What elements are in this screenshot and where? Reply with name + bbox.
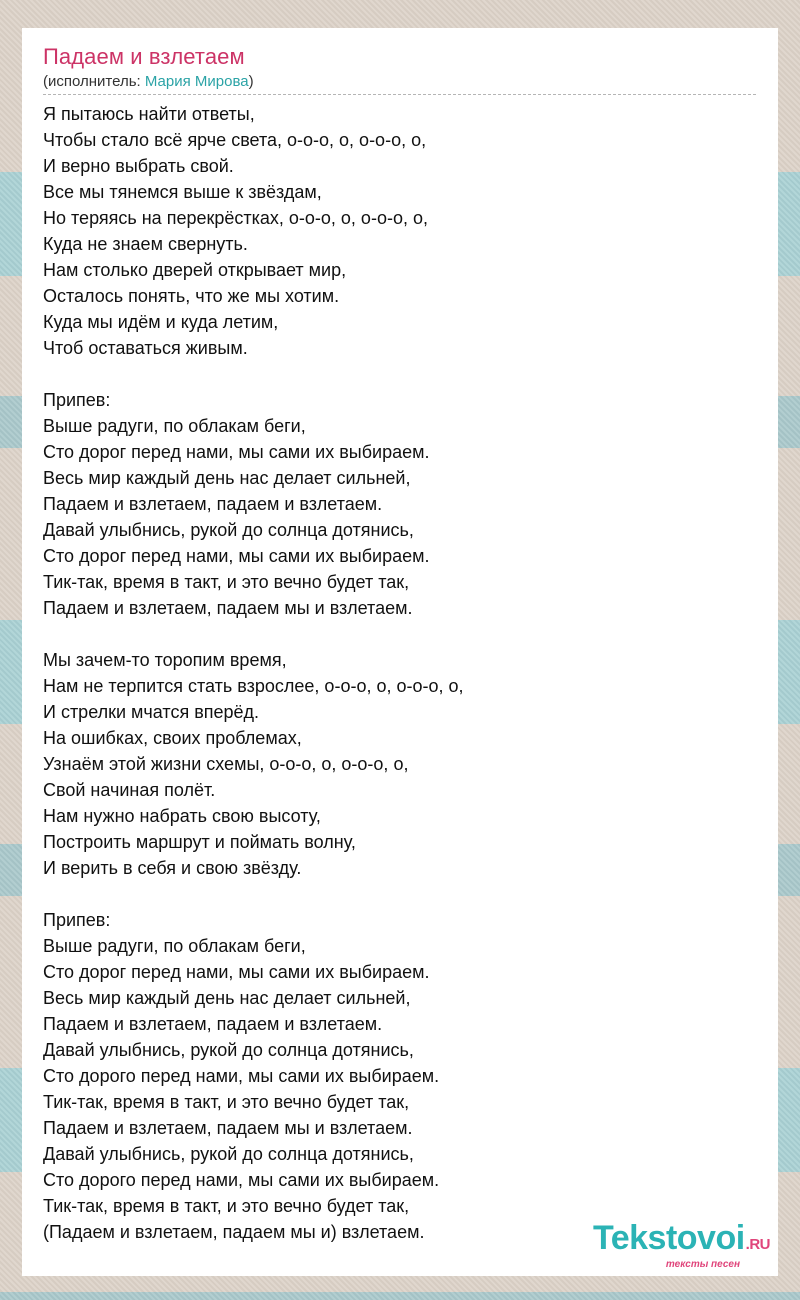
logo-name: Tekstovoi bbox=[592, 1219, 745, 1257]
song-title: Падаем и взлетаем bbox=[43, 44, 245, 69]
lyrics-card bbox=[22, 28, 778, 1276]
site-logo[interactable] bbox=[593, 1221, 770, 1270]
performer-line bbox=[43, 72, 756, 95]
performer-suffix: ) bbox=[248, 73, 254, 90]
lyrics-text: Я пытаюсь найти ответы, Чтобы стало всё ярче света, о-о-о, о, о-о-о, о, И верно выбрать свой. Все мы тянемся выше к звёздам, Но теряясь на перекрёстках, о-о-о, о, о-о-о, о, Куда не знаем свернуть. Нам столько дверей открывает мир, Осталось понять, что же мы хотим. Куда мы идём и куда летим, Чтоб оставаться живым. Припев: Выше радуги, по облакам беги, Сто дорог перед нами, мы сами их выбираем. Весь мир каждый день нас делает сильней, Падаем и взлетаем, падаем и взлетаем. Давай улыбнись, рукой до солнца дотянись, Сто дорог перед нами, мы сами их выбираем. Тик-так, время в такт, и это вечно будет так, Падаем и взлетаем, падаем мы и взлетаем. Мы зачем-то торопим время, Нам не терпится стать взрослее, о-о-о, о, о-о-о, о, И стрелки мчатся вперёд. На ошибках, своих проблемах, Узнаём этой жизни схемы, о-о-о, о, о-о-о, о, Свой начиная полёт. Нам нужно набрать свою высоту, Построить маршрут и поймать волну, И верить в себя и свою звёзду. Припев: Выше радуги, по облакам беги, Сто дорог перед нами, мы сами их выбираем. Весь мир каждый день нас делает сильней, Падаем и взлетаем, падаем и взлетаем. Давай улыбнись, рукой до солнца дотянись, Сто дорого перед нами, мы сами их выбираем. Тик-так, время в такт, и это вечно будет так, Падаем и взлетаем, падаем мы и взлетаем. Давай улыбнись, рукой до солнца дотянись, Сто дорого перед нами, мы сами их выбираем. Тик-так, время в такт, и это вечно будет так, (Падаем и взлетаем, падаем мы и) взлетаем. bbox=[43, 104, 464, 1242]
performer-prefix: (исполнитель: bbox=[43, 73, 145, 90]
logo-tagline: тексты песен bbox=[665, 1259, 740, 1270]
performer-link[interactable]: Мария Мирова bbox=[144, 73, 249, 90]
logo-tld: .RU bbox=[745, 1236, 770, 1253]
